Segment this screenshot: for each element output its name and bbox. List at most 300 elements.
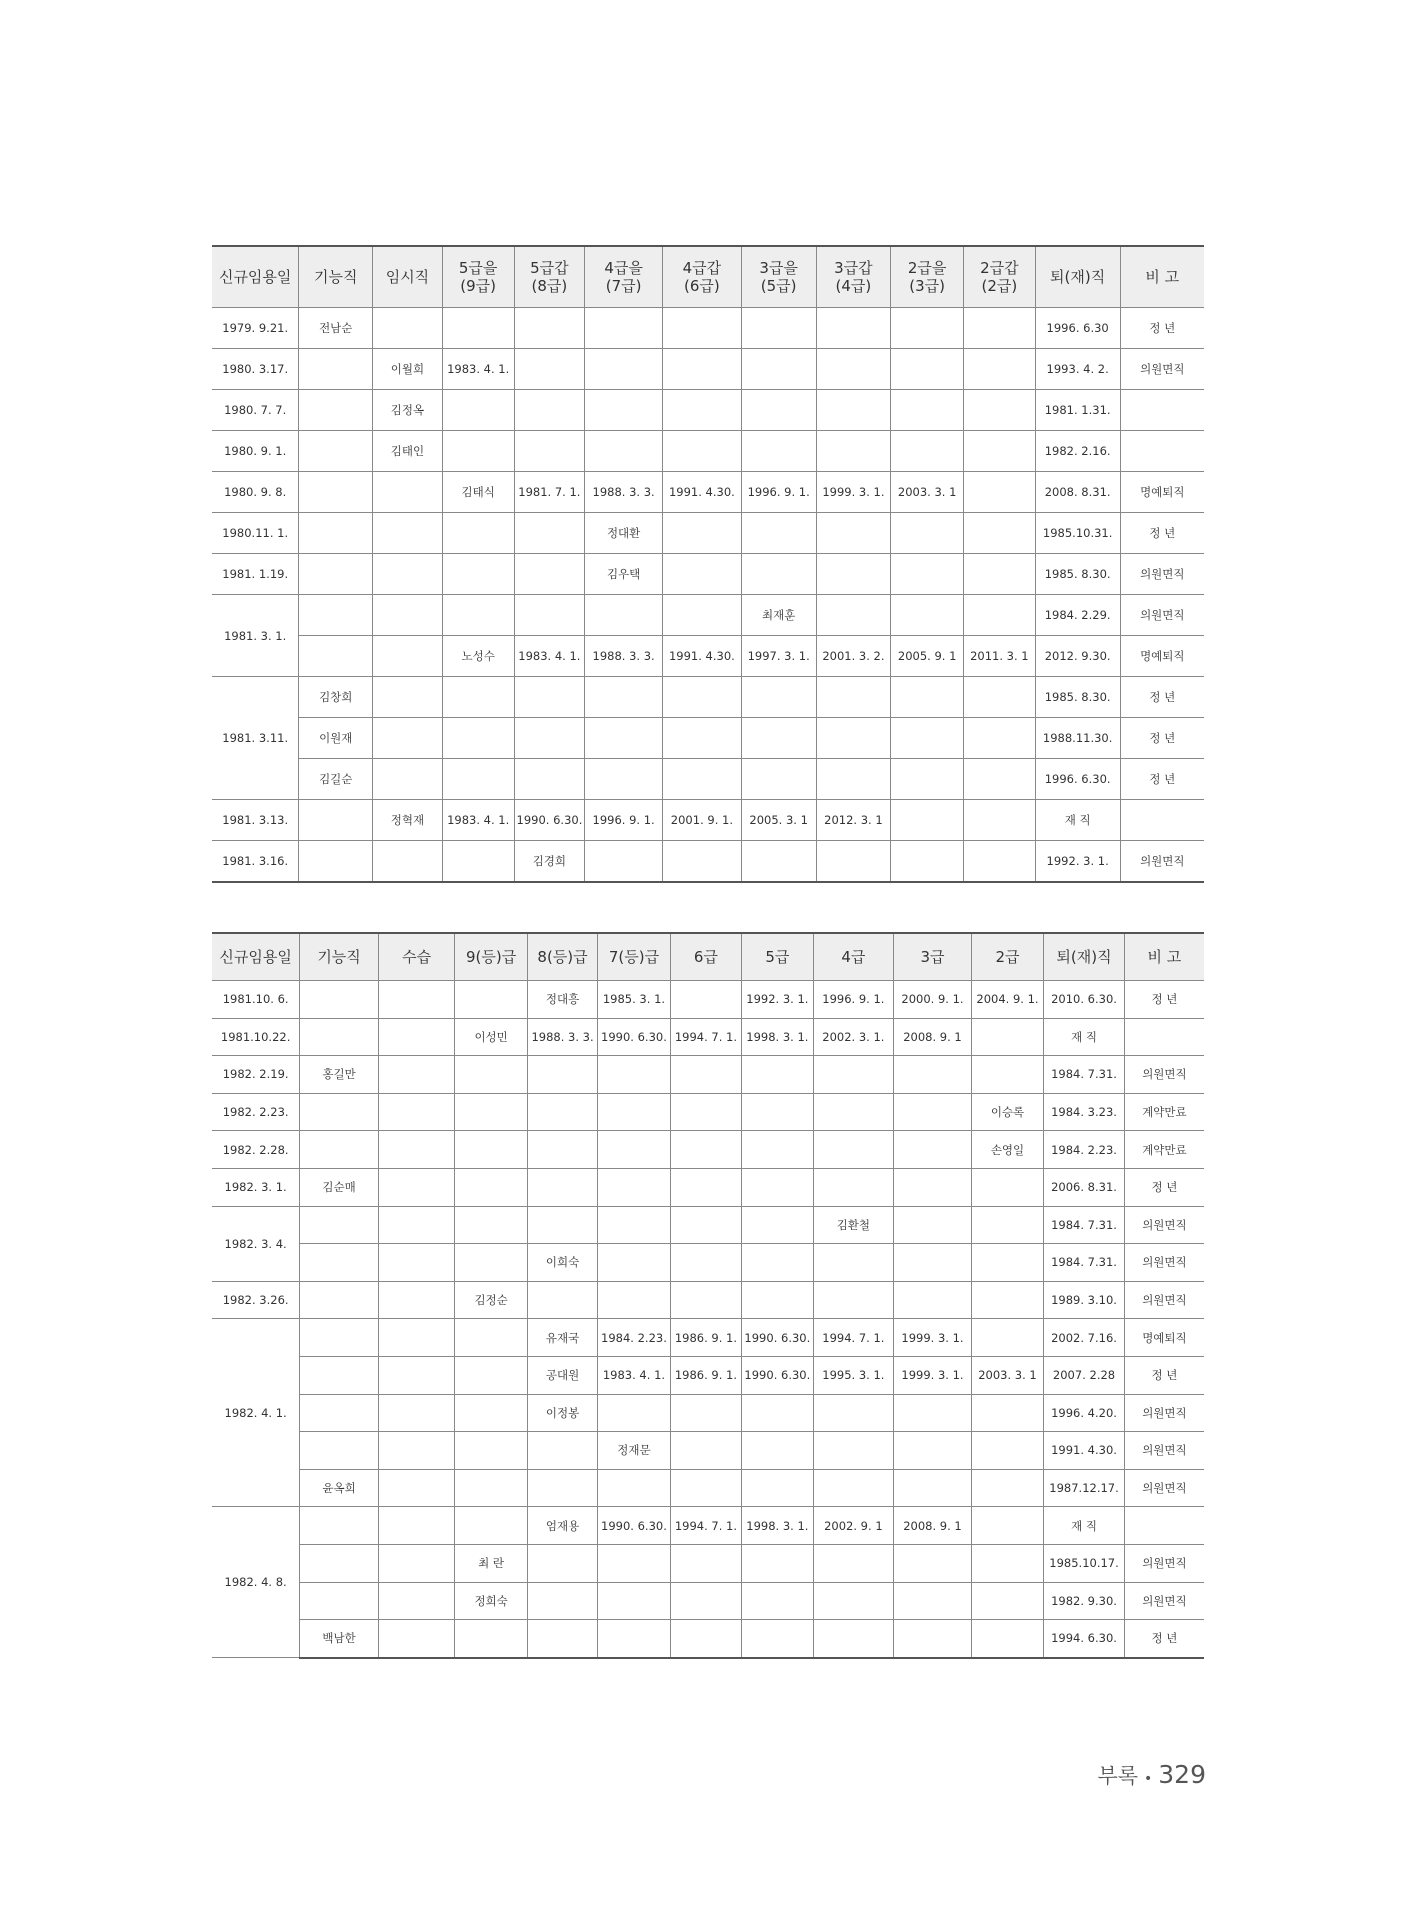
table-cell: 정 년: [1120, 718, 1204, 759]
table-cell: [891, 390, 964, 431]
table-cell: 이승록: [971, 1093, 1043, 1131]
column-header: 기능직: [299, 246, 373, 308]
table-cell: 계약만료: [1124, 1093, 1204, 1131]
table-cell: [373, 554, 443, 595]
table-cell: 2010. 6.30.: [1044, 981, 1125, 1019]
table-cell: [894, 1469, 972, 1507]
table-cell: 의원면직: [1124, 1394, 1204, 1432]
table-row: [212, 1093, 1204, 1131]
table-cell: [527, 1093, 597, 1131]
table-cell: [891, 677, 964, 718]
table-cell: [300, 981, 379, 1019]
table-cell: [971, 1620, 1043, 1658]
table-row: [212, 472, 1204, 513]
table-cell: 1981. 3.11.: [212, 677, 299, 800]
table-cell: [663, 554, 742, 595]
table-cell: [1124, 1018, 1204, 1056]
table-cell: 1984. 2.29.: [1035, 595, 1120, 636]
table-cell: 1998. 3. 1.: [742, 1507, 813, 1545]
table-cell: [964, 390, 1036, 431]
table-cell: 2008. 9. 1: [894, 1507, 972, 1545]
column-header: 2급을 (3급): [891, 246, 964, 308]
table-row: [212, 1507, 1204, 1545]
table-cell: 김우택: [585, 554, 663, 595]
table-cell: 재 직: [1035, 800, 1120, 841]
table-cell: [964, 308, 1036, 349]
table-cell: [378, 1244, 455, 1282]
table-cell: [663, 595, 742, 636]
table-cell: [378, 1620, 455, 1658]
table-cell: 의원면직: [1124, 1432, 1204, 1470]
table-cell: [1124, 1507, 1204, 1545]
table-row: [212, 1281, 1204, 1319]
table-cell: [527, 1056, 597, 1094]
table-row: [212, 431, 1204, 472]
table-cell: [816, 677, 891, 718]
table-cell: 2005. 3. 1: [741, 800, 816, 841]
table-cell: [598, 1206, 670, 1244]
table-cell: 엄재용: [527, 1507, 597, 1545]
table-cell: 1982. 2.28.: [212, 1131, 300, 1169]
table-cell: 백남한: [300, 1620, 379, 1658]
table-cell: [742, 1206, 813, 1244]
table-cell: [964, 759, 1036, 800]
table-cell: 1983. 4. 1.: [442, 800, 514, 841]
table-cell: 1982. 3. 4.: [212, 1206, 300, 1281]
table-cell: 1980.11. 1.: [212, 513, 299, 554]
table-row: [212, 1469, 1204, 1507]
table-cell: [816, 431, 891, 472]
table-cell: [378, 1582, 455, 1620]
table-cell: 이성민: [455, 1018, 527, 1056]
column-header: 기능직: [300, 933, 379, 981]
table-cell: 최 란: [455, 1544, 527, 1582]
table-cell: [891, 841, 964, 883]
appointment-table-2: [212, 932, 1204, 1659]
table-cell: [670, 1582, 741, 1620]
table-cell: [894, 1620, 972, 1658]
table-cell: [964, 554, 1036, 595]
table-cell: [964, 677, 1036, 718]
table-cell: 1982. 2.23.: [212, 1093, 300, 1131]
table-cell: [514, 759, 585, 800]
table-cell: [971, 1281, 1043, 1319]
table-cell: [299, 390, 373, 431]
table-cell: [816, 308, 891, 349]
table-row: [212, 800, 1204, 841]
table-cell: [964, 841, 1036, 883]
table-cell: 1996. 9. 1.: [741, 472, 816, 513]
table-cell: [741, 513, 816, 554]
table-cell: [816, 390, 891, 431]
table-cell: [378, 981, 455, 1019]
table-cell: [894, 1244, 972, 1282]
table-cell: [378, 1281, 455, 1319]
table-cell: [891, 595, 964, 636]
table-cell: [670, 981, 741, 1019]
table-cell: 정 년: [1124, 1168, 1204, 1206]
table-cell: [514, 554, 585, 595]
table-cell: 공대원: [527, 1356, 597, 1394]
table-cell: [741, 841, 816, 883]
column-header: 수습: [378, 933, 455, 981]
table-cell: 1985. 8.30.: [1035, 677, 1120, 718]
table-cell: [378, 1507, 455, 1545]
table-row: [212, 1544, 1204, 1582]
table-row: [212, 308, 1204, 349]
table-cell: [299, 800, 373, 841]
table-cell: [598, 1056, 670, 1094]
table-cell: 1999. 3. 1.: [894, 1319, 972, 1357]
table-cell: [816, 513, 891, 554]
table-cell: [373, 595, 443, 636]
column-header: 5급갑 (8급): [514, 246, 585, 308]
table-cell: [813, 1432, 894, 1470]
table-cell: [598, 1244, 670, 1282]
column-header: 신규임용일: [212, 246, 299, 308]
table-cell: [442, 841, 514, 883]
table-cell: 1981. 3.16.: [212, 841, 299, 883]
table-cell: 1990. 6.30.: [514, 800, 585, 841]
table-cell: [971, 1582, 1043, 1620]
table-cell: 1988.11.30.: [1035, 718, 1120, 759]
table-cell: [300, 1319, 379, 1357]
table-cell: 1982. 4. 1.: [212, 1319, 300, 1507]
table-cell: 2007. 2.28: [1044, 1356, 1125, 1394]
table-cell: [964, 718, 1036, 759]
table-cell: 1988. 3. 3.: [585, 472, 663, 513]
table-cell: [300, 1093, 379, 1131]
table-cell: 의원면직: [1120, 349, 1204, 390]
table-cell: [971, 1432, 1043, 1470]
table-cell: [442, 677, 514, 718]
table-cell: 정재문: [598, 1432, 670, 1470]
table-cell: [816, 718, 891, 759]
table-cell: 2002. 3. 1.: [813, 1018, 894, 1056]
table-cell: [741, 431, 816, 472]
table-cell: [299, 472, 373, 513]
table-row: [212, 1131, 1204, 1169]
table-cell: [514, 349, 585, 390]
column-header: 5급을 (9급): [442, 246, 514, 308]
table-cell: [442, 513, 514, 554]
table-cell: 명예퇴직: [1120, 472, 1204, 513]
table-cell: 1996. 6.30: [1035, 308, 1120, 349]
table-cell: [663, 513, 742, 554]
table-cell: 정 년: [1124, 981, 1204, 1019]
table-cell: 2001. 3. 2.: [816, 636, 891, 677]
table-cell: 1994. 6.30.: [1044, 1620, 1125, 1658]
table-cell: [971, 1507, 1043, 1545]
column-header: 4급: [813, 933, 894, 981]
table-cell: [598, 1168, 670, 1206]
table-cell: [598, 1620, 670, 1658]
table-cell: 최재훈: [741, 595, 816, 636]
table-row: [212, 1056, 1204, 1094]
table-cell: 1994. 7. 1.: [813, 1319, 894, 1357]
table-cell: 2005. 9. 1: [891, 636, 964, 677]
table-cell: [455, 1093, 527, 1131]
table-cell: 의원면직: [1124, 1582, 1204, 1620]
table-cell: [527, 1620, 597, 1658]
table-cell: [514, 513, 585, 554]
table-cell: [891, 800, 964, 841]
table-cell: [813, 1168, 894, 1206]
table-cell: 김환철: [813, 1206, 894, 1244]
table-cell: 1981.10. 6.: [212, 981, 300, 1019]
table-cell: 1980. 9. 8.: [212, 472, 299, 513]
table-cell: [891, 718, 964, 759]
table-cell: [894, 1056, 972, 1094]
table-cell: 1988. 3. 3.: [585, 636, 663, 677]
table-cell: 김태식: [442, 472, 514, 513]
table-cell: [741, 718, 816, 759]
footer-separator: •: [1144, 1770, 1153, 1787]
table-cell: [670, 1281, 741, 1319]
table-cell: [442, 595, 514, 636]
table-cell: [373, 308, 443, 349]
table-cell: [971, 1394, 1043, 1432]
table-cell: 손영일: [971, 1131, 1043, 1169]
table-cell: [300, 1018, 379, 1056]
table-cell: [300, 1582, 379, 1620]
table-cell: [455, 1168, 527, 1206]
table-cell: [813, 1469, 894, 1507]
table-cell: [742, 1620, 813, 1658]
table-cell: [373, 677, 443, 718]
table-cell: [894, 1093, 972, 1131]
table-cell: [741, 677, 816, 718]
table-cell: [527, 1281, 597, 1319]
table-cell: 이월희: [373, 349, 443, 390]
table-cell: [299, 349, 373, 390]
table-cell: 1993. 4. 2.: [1035, 349, 1120, 390]
table-cell: [455, 1394, 527, 1432]
column-header: 4급갑 (6급): [663, 246, 742, 308]
table-row: [212, 349, 1204, 390]
table-cell: [670, 1544, 741, 1582]
table-cell: [670, 1131, 741, 1169]
table-cell: [894, 1168, 972, 1206]
table-cell: [742, 1469, 813, 1507]
table-cell: 김창희: [299, 677, 373, 718]
table-cell: [299, 554, 373, 595]
table-cell: 재 직: [1044, 1018, 1125, 1056]
table-cell: [373, 636, 443, 677]
table-cell: 김정순: [455, 1281, 527, 1319]
table-cell: 명예퇴직: [1120, 636, 1204, 677]
table-cell: [585, 718, 663, 759]
table-cell: [816, 759, 891, 800]
table-cell: [816, 554, 891, 595]
table-cell: 정 년: [1120, 759, 1204, 800]
column-header: 임시직: [373, 246, 443, 308]
table-cell: [373, 513, 443, 554]
table-cell: [585, 431, 663, 472]
table-cell: [971, 1018, 1043, 1056]
table-cell: [813, 1582, 894, 1620]
table-cell: [894, 1281, 972, 1319]
table-cell: [527, 1582, 597, 1620]
table-cell: [455, 981, 527, 1019]
table-cell: 의원면직: [1124, 1281, 1204, 1319]
table-cell: 재 직: [1044, 1507, 1125, 1545]
table-cell: [455, 1507, 527, 1545]
table-cell: 1980. 7. 7.: [212, 390, 299, 431]
table-cell: 1996. 9. 1.: [813, 981, 894, 1019]
table-cell: [598, 1131, 670, 1169]
table-cell: 1980. 3.17.: [212, 349, 299, 390]
table-cell: 의원면직: [1124, 1206, 1204, 1244]
table-cell: [455, 1131, 527, 1169]
table-cell: 2003. 3. 1: [971, 1356, 1043, 1394]
table-cell: [455, 1620, 527, 1658]
table-cell: 1986. 9. 1.: [670, 1319, 741, 1357]
table-cell: 2006. 8.31.: [1044, 1168, 1125, 1206]
table-cell: [663, 390, 742, 431]
table-cell: [299, 636, 373, 677]
table-cell: [300, 1281, 379, 1319]
table-cell: [455, 1432, 527, 1470]
table-cell: [663, 431, 742, 472]
table-row: [212, 759, 1204, 800]
table-cell: [378, 1131, 455, 1169]
table-row: [212, 981, 1204, 1019]
table-row: [212, 718, 1204, 759]
table-cell: [585, 595, 663, 636]
table-cell: [442, 431, 514, 472]
table-cell: 1998. 3. 1.: [742, 1018, 813, 1056]
table-cell: 1992. 3. 1.: [742, 981, 813, 1019]
table-cell: 이희숙: [527, 1244, 597, 1282]
table-cell: [670, 1244, 741, 1282]
table-cell: [670, 1432, 741, 1470]
table-cell: [670, 1620, 741, 1658]
table-cell: [964, 349, 1036, 390]
table-cell: [742, 1168, 813, 1206]
table-cell: [971, 1206, 1043, 1244]
table-cell: 계약만료: [1124, 1131, 1204, 1169]
table-cell: 1982. 2.19.: [212, 1056, 300, 1094]
table-cell: [1120, 390, 1204, 431]
table-row: [212, 636, 1204, 677]
column-header: 비 고: [1124, 933, 1204, 981]
table-cell: [971, 1319, 1043, 1357]
table-cell: 김순매: [300, 1168, 379, 1206]
appointment-table-1: [212, 245, 1204, 883]
table-cell: [585, 349, 663, 390]
table-cell: 1990. 6.30.: [598, 1018, 670, 1056]
table-cell: 2003. 3. 1: [891, 472, 964, 513]
table-row: [212, 841, 1204, 883]
table-cell: 노성수: [442, 636, 514, 677]
table-cell: 1996. 9. 1.: [585, 800, 663, 841]
table-cell: [813, 1544, 894, 1582]
column-header: 8(등)급: [527, 933, 597, 981]
table-cell: [527, 1131, 597, 1169]
table-cell: [442, 718, 514, 759]
table-cell: [670, 1056, 741, 1094]
table-row: [212, 1356, 1204, 1394]
table-cell: [527, 1544, 597, 1582]
table-cell: [891, 349, 964, 390]
table-cell: [742, 1432, 813, 1470]
column-header: 7(등)급: [598, 933, 670, 981]
table-cell: [964, 595, 1036, 636]
table-cell: 1996. 4.20.: [1044, 1394, 1125, 1432]
table-header-row: [212, 933, 1204, 981]
table-cell: [742, 1544, 813, 1582]
table-cell: 1982. 9.30.: [1044, 1582, 1125, 1620]
table-cell: [300, 1394, 379, 1432]
table-cell: [598, 1394, 670, 1432]
table-cell: 정대환: [585, 513, 663, 554]
table-cell: [813, 1131, 894, 1169]
table-cell: [442, 308, 514, 349]
table-cell: [670, 1093, 741, 1131]
table-row: [212, 554, 1204, 595]
table-cell: [663, 841, 742, 883]
table-cell: 1994. 7. 1.: [670, 1018, 741, 1056]
table-cell: 2002. 7.16.: [1044, 1319, 1125, 1357]
table-cell: 1989. 3.10.: [1044, 1281, 1125, 1319]
table-cell: [378, 1168, 455, 1206]
table-cell: [670, 1469, 741, 1507]
table-cell: 2012. 3. 1: [816, 800, 891, 841]
table-cell: [742, 1056, 813, 1094]
table-cell: [455, 1206, 527, 1244]
table-cell: [971, 1056, 1043, 1094]
table-cell: [816, 595, 891, 636]
column-header: 4급을 (7급): [585, 246, 663, 308]
table-cell: 김경희: [514, 841, 585, 883]
table-cell: [742, 1394, 813, 1432]
table-cell: [741, 349, 816, 390]
table-cell: [891, 513, 964, 554]
table-cell: 의원면직: [1124, 1056, 1204, 1094]
table-cell: [891, 431, 964, 472]
table-cell: [378, 1544, 455, 1582]
column-header: 비 고: [1120, 246, 1204, 308]
table-cell: [455, 1469, 527, 1507]
table-cell: 정 년: [1124, 1620, 1204, 1658]
table-cell: [971, 1469, 1043, 1507]
table-cell: [816, 841, 891, 883]
table-cell: 1994. 7. 1.: [670, 1507, 741, 1545]
table-cell: [300, 1206, 379, 1244]
table-cell: 1982. 3. 1.: [212, 1168, 300, 1206]
table-cell: 1983. 4. 1.: [514, 636, 585, 677]
table-cell: [585, 308, 663, 349]
table-cell: [442, 390, 514, 431]
table-cell: [598, 1544, 670, 1582]
table-cell: [891, 759, 964, 800]
table-cell: 1985.10.31.: [1035, 513, 1120, 554]
table-row: [212, 1394, 1204, 1432]
table-cell: 이원재: [299, 718, 373, 759]
page-number: 329: [1158, 1760, 1206, 1789]
table-cell: [514, 390, 585, 431]
table-cell: [894, 1432, 972, 1470]
table-cell: [813, 1056, 894, 1094]
table-cell: 1981. 7. 1.: [514, 472, 585, 513]
table-cell: [598, 1582, 670, 1620]
table-cell: 1990. 6.30.: [742, 1319, 813, 1357]
table-cell: [373, 472, 443, 513]
table-cell: 김정옥: [373, 390, 443, 431]
table-cell: 2001. 9. 1.: [663, 800, 742, 841]
table-cell: 2012. 9.30.: [1035, 636, 1120, 677]
